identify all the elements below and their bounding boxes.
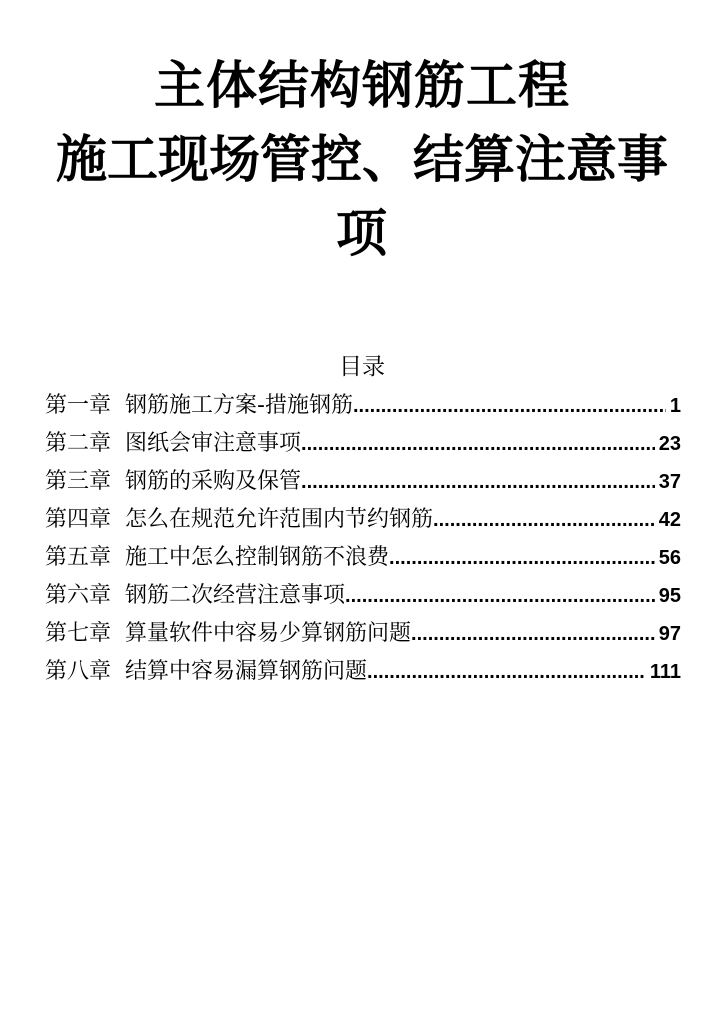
toc-chapter: 第一章 bbox=[45, 393, 112, 418]
toc-title: 施工中怎么控制钢筋不浪费 bbox=[125, 545, 390, 570]
toc-page-number: 95 bbox=[658, 585, 681, 607]
title-line-1: 主体结构钢筋工程 bbox=[153, 56, 570, 116]
toc-dot-leader bbox=[301, 429, 655, 459]
toc-dot-leader bbox=[345, 581, 655, 611]
toc-title: 图纸会审注意事项 bbox=[125, 431, 302, 456]
toc-chapter: 第五章 bbox=[45, 545, 112, 570]
toc-dot-leader bbox=[411, 619, 655, 649]
toc-chapter: 第四章 bbox=[45, 507, 112, 532]
toc-entry-8[interactable] bbox=[45, 657, 681, 695]
title-line-3: 项 bbox=[335, 204, 388, 264]
toc-entry-6[interactable] bbox=[45, 581, 681, 619]
toc-entry-5[interactable] bbox=[45, 543, 681, 581]
toc-entry-3[interactable] bbox=[45, 467, 681, 505]
toc-page-number: 1 bbox=[669, 395, 681, 417]
toc-page-number: 97 bbox=[658, 623, 681, 645]
toc-title: 怎么在规范允许范围内节约钢筋 bbox=[125, 507, 434, 532]
toc-chapter: 第七章 bbox=[45, 621, 112, 646]
toc-title: 算量软件中容易少算钢筋问题 bbox=[125, 621, 412, 646]
toc-entry-4[interactable] bbox=[45, 505, 681, 543]
toc-page-number: 42 bbox=[658, 509, 681, 531]
table-of-contents bbox=[45, 391, 681, 695]
toc-chapter: 第八章 bbox=[45, 659, 112, 684]
toc-title: 结算中容易漏算钢筋问题 bbox=[125, 659, 368, 684]
toc-chapter: 第六章 bbox=[45, 583, 112, 608]
toc-page-number: 23 bbox=[658, 433, 681, 455]
toc-entry-1[interactable] bbox=[45, 391, 681, 429]
toc-title: 钢筋施工方案-措施钢筋 bbox=[125, 393, 353, 418]
toc-chapter: 第三章 bbox=[45, 469, 112, 494]
toc-heading: 目录 bbox=[339, 354, 385, 380]
toc-dot-leader bbox=[367, 657, 646, 687]
toc-page-number: 111 bbox=[649, 661, 681, 683]
toc-entry-7[interactable] bbox=[45, 619, 681, 657]
toc-chapter: 第二章 bbox=[45, 431, 112, 456]
toc-dot-leader bbox=[433, 505, 655, 535]
toc-title: 钢筋的采购及保管 bbox=[125, 469, 302, 494]
title-line-2: 施工现场管控、结算注意事 bbox=[55, 130, 668, 190]
toc-page-number: 56 bbox=[658, 547, 681, 569]
toc-entry-2[interactable] bbox=[45, 429, 681, 467]
toc-dot-leader bbox=[301, 467, 655, 497]
toc-dot-leader bbox=[389, 543, 655, 573]
toc-dot-leader bbox=[353, 391, 666, 421]
toc-title: 钢筋二次经营注意事项 bbox=[125, 583, 346, 608]
toc-page-number: 37 bbox=[658, 471, 681, 493]
